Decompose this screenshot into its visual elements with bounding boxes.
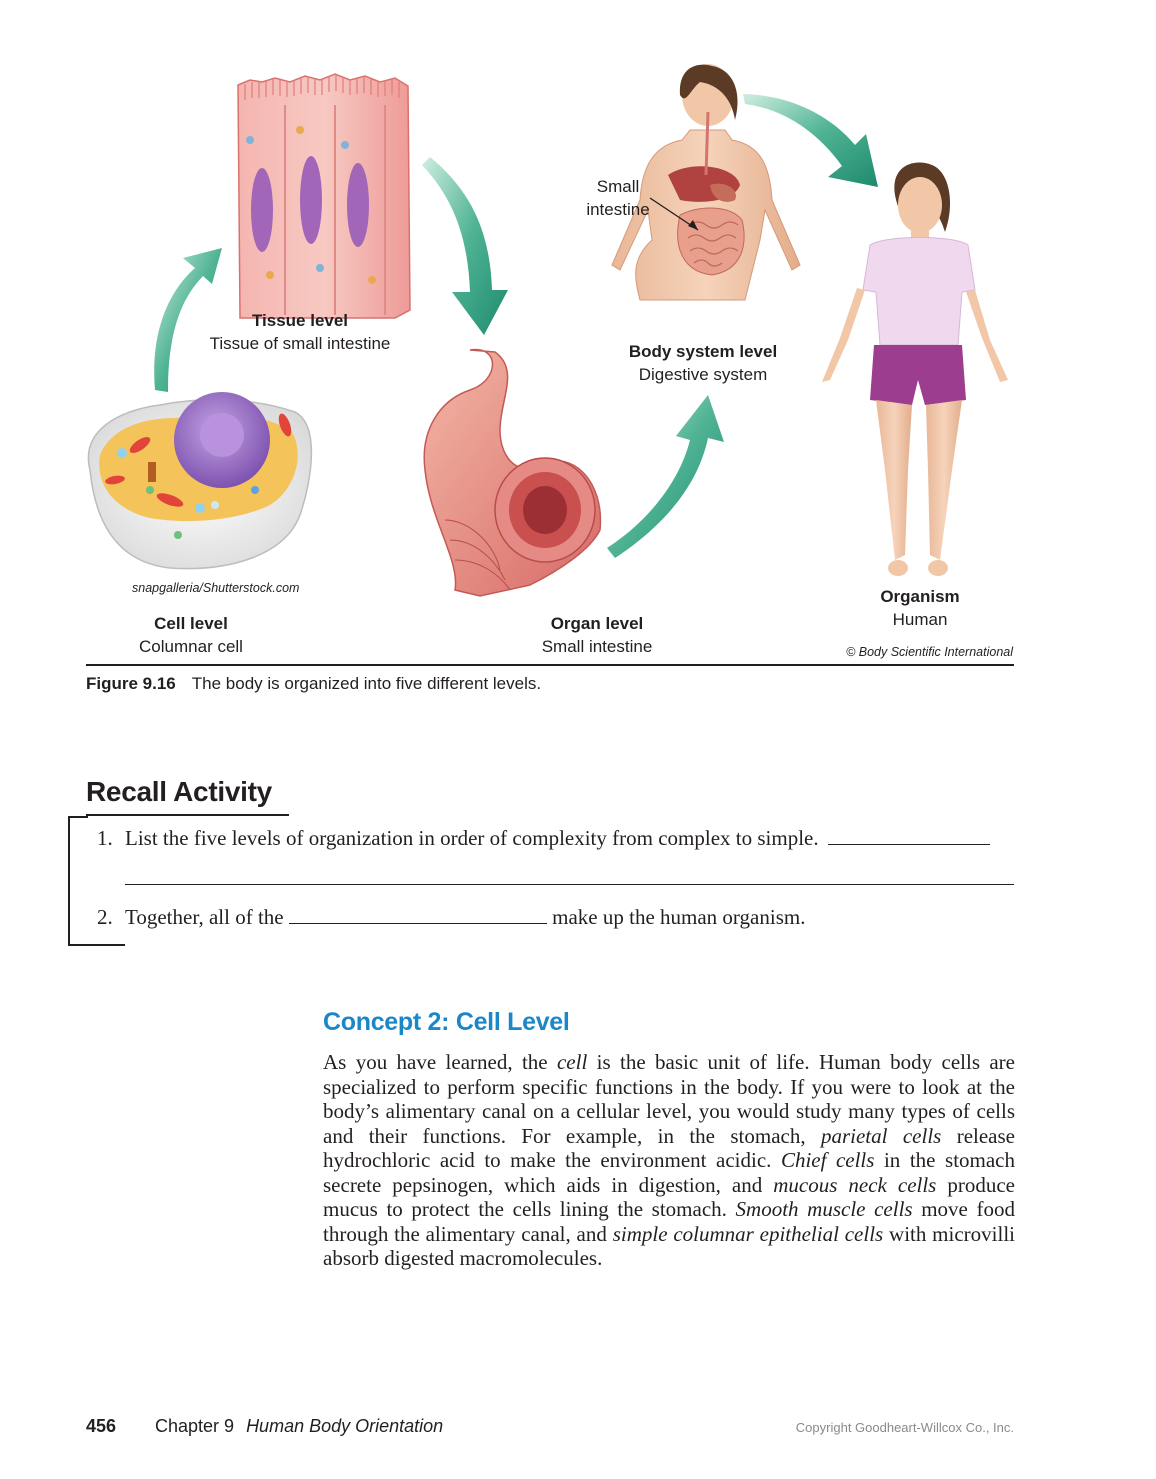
recall-bracket-top [68, 816, 88, 818]
answer-blank-1[interactable] [828, 827, 990, 845]
term-cell: cell [556, 1050, 588, 1074]
cell-level-title: Cell level [154, 614, 228, 633]
organ-level-title: Organ level [550, 614, 644, 633]
question-2-number: 2. [97, 905, 113, 929]
arrow-tissue-to-organ [422, 157, 508, 335]
term-mucous-neck-cells: mucous neck cells [773, 1172, 937, 1197]
organ-level-subtitle: Small intestine [541, 637, 653, 656]
callout-line-2: intestine [586, 200, 650, 219]
figure-caption-label: Figure 9.16 [86, 674, 176, 693]
recall-question-2 [97, 905, 805, 930]
figure-rule [86, 664, 1014, 666]
recall-heading-rule [86, 814, 289, 816]
callout-line-1: Small [596, 177, 640, 196]
question-1-number: 1. [97, 826, 113, 850]
term-chief-cells: Chief cells [780, 1148, 875, 1172]
copyright-notice: Copyright Goodheart-Willcox Co., Inc. [795, 1420, 1014, 1435]
arrow-organ-to-system [607, 395, 724, 558]
callout-small-intestine [560, 175, 676, 221]
organ-illustration [424, 350, 600, 596]
term-parietal-cells: parietal cells [820, 1123, 942, 1148]
art-credit: © Body Scientific International [846, 645, 1013, 659]
recall-bracket-bottom [68, 944, 125, 946]
concept-text-5: produce mucus to protect the cells lining the stomach. [323, 1172, 1015, 1221]
concept-text-3: release hydrochloric acid to make the environment acidic. [323, 1123, 1015, 1172]
answer-line-1b[interactable] [125, 884, 1014, 885]
question-1-text: List the five levels of organization in order of complexity from complex to simple. [125, 826, 819, 850]
chapter-number: Chapter 9 [155, 1416, 235, 1436]
cell-level-subtitle: Columnar cell [139, 637, 243, 656]
footer-chapter [155, 1416, 443, 1437]
recall-bracket-left [68, 816, 70, 946]
organism-level-title: Organism [880, 587, 960, 606]
organism-illustration [822, 163, 1008, 576]
body-system-level-title: Body system level [628, 342, 778, 361]
concept-heading: Concept 2: Cell Level [323, 1008, 570, 1036]
concept-paragraph [323, 1050, 1015, 1271]
concept-text-4: in the stomach secrete pepsinogen, which aids in digestion, and [323, 1148, 1015, 1197]
cell-illustration [88, 392, 311, 569]
recall-question-1 [97, 826, 990, 851]
recall-activity-heading: Recall Activity [86, 776, 272, 807]
organism-level-subtitle: Human [892, 610, 948, 629]
concept-text-7: with microvilli absorb digested macromolecules. [323, 1221, 1016, 1270]
figure-levels-of-organization [0, 0, 1156, 700]
body-system-level-subtitle: Digestive system [638, 365, 768, 384]
tissue-level-subtitle: Tissue of small intestine [209, 334, 391, 353]
question-2-text-after: make up the human organism. [552, 905, 806, 929]
page-number: 456 [86, 1416, 117, 1436]
tissue-illustration [238, 74, 410, 318]
concept-text-2: is the basic unit of life. Human body cells are specialized to perform specific functions in the body. If you were to look at the body’s alimentary canal on a cellular level, you would study many types of cells and their functions. For example, in the stomach, [323, 1050, 1015, 1148]
figure-illustration [0, 0, 1156, 700]
question-2-text-before: Together, all of the [125, 905, 284, 929]
chapter-title: Human Body Orientation [246, 1416, 444, 1436]
answer-blank-2[interactable] [289, 906, 547, 924]
photo-credit: snapgalleria/Shutterstock.com [132, 581, 300, 595]
tissue-level-title: Tissue level [251, 311, 349, 330]
figure-caption [86, 674, 541, 694]
term-simple-columnar-epithelial-cells: simple columnar epithelial cells [612, 1221, 884, 1246]
concept-text-1: As you have learned, the [323, 1050, 557, 1074]
concept-text-6: move food through the alimentary canal, and [323, 1197, 1015, 1246]
figure-caption-text: The body is organized into five different levels. [191, 674, 542, 693]
term-smooth-muscle-cells: Smooth muscle cells [735, 1197, 913, 1221]
